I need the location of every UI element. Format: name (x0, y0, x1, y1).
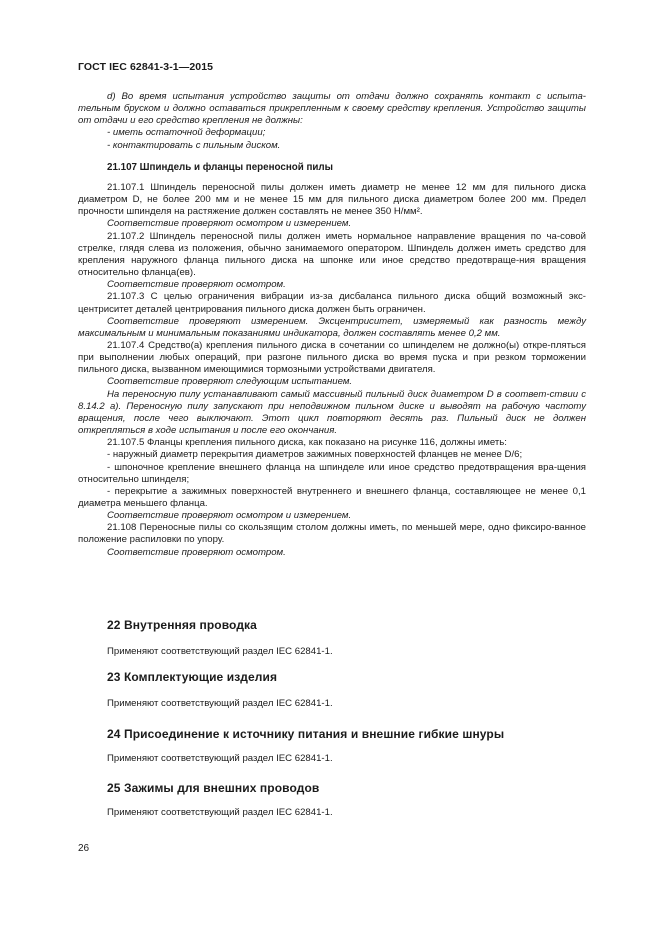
clause-21-107-2: 21.107.2 Шпиндель переносной пилы должен иметь нормальное направление вращения по ча-совой стрелке, глядя слева из положения, обычно занимаемого оператором. Шпиндель должен иметь средство для крепления наружного фланца пильного диска на шпонке или иное средство предотвраще-ния вращения относительно фланца(ев). (78, 230, 586, 279)
clause-d-item-1: - иметь остаточной деформации; (107, 127, 266, 139)
section-24-title: 24 Присоединение к источнику питания и внешние гибкие шнуры (107, 727, 505, 741)
clause-21-107-3: 21.107.3 С целью ограничения вибрации из-за дисбаланса пильного диска общий возможный экс-центриситет деталей центрирования пильного диска должен быть ограничен. (78, 291, 586, 315)
section-22-text: Применяют соответствующий раздел IEC 62841-1. (107, 646, 333, 657)
page-number: 26 (78, 843, 90, 854)
compliance-5: Соответствие проверяют осмотром и измерением. (107, 510, 352, 522)
clause-21-107-5: 21.107.5 Фланцы крепления пильного диска, как показано на рисунке 116, должны иметь: (107, 437, 507, 449)
compliance-3: Соответствие проверяют измерением. Эксцентриситет, измеряемый как разность между максимальным и минимальным показаниями индикатора, должен составлять менее 0,2 мм. (78, 315, 586, 339)
section-25-title: 25 Зажимы для внешних проводов (107, 781, 320, 795)
section-23-title: 23 Комплектующие изделия (107, 670, 278, 684)
flange-requirement-3: - перекрытие a зажимных поверхностей внутреннего и внешнего фланца, составляющее не менее 0,1 диаметра меньшего фланца. (78, 485, 586, 509)
clause-21-107-1: 21.107.1 Шпиндель переносной пилы должен иметь диаметр не менее 12 мм для пильного диска диаметром D, не более 200 мм и не менее 15 мм для пильного диска диаметром более 200 мм. Предел прочности шпинделя на растяжение должен составлять не менее 350 Н/мм². (78, 181, 586, 218)
clause-body (78, 91, 586, 559)
clause-21-108: 21.108 Переносные пилы со скользящим столом должны иметь, по меньшей мере, одно фиксиро-ванное положение распиловки по упору. (78, 522, 586, 546)
compliance-4-test: На переносную пилу устанавливают самый массивный пильный диск диаметром D в соответ-ствии с 8.14.2 а). Переносную пилу запускают при неподвижном пильном диске и выводят на рабочую частоту вращения, после чего выключают. Этот цикл повторяют десять раз. Пильный диск не должен открепляться в ходе испытания и после его окончания. (78, 388, 586, 437)
clause-d-item-2: - контактировать с пильным диском. (107, 139, 281, 151)
section-23-text: Применяют соответствующий раздел IEC 62841-1. (107, 698, 333, 709)
compliance-4: Соответствие проверяют следующим испытанием. (107, 376, 353, 388)
clause-d-paragraph: d) Во время испытания устройство защиты от отдачи должно сохранять контакт с испыта-тельным бруском и должно оставаться прикрепленным к своему средству крепления. Устройство защиты от отдачи и его средство крепления не должны: (78, 91, 586, 127)
section-24-text: Применяют соответствующий раздел IEC 62841-1. (107, 753, 333, 764)
section-25-text: Применяют соответствующий раздел IEC 62841-1. (107, 807, 333, 818)
clause-21-107-4: 21.107.4 Средство(а) крепления пильного диска в сочетании со шпинделем не должно(ы) откре-пляться при выполнении любых операций, при разгоне пильного диска во время пуска и при резком торможении пильного диска, вызванном имеющимися тормозными устройствами двигателя. (78, 339, 586, 376)
flange-requirement-1: - наружный диаметр перекрытия диаметров зажимных поверхностей фланцев не менее D/6; (107, 449, 523, 461)
heading-21-107: 21.107 Шпиндель и фланцы переносной пилы (107, 161, 333, 173)
compliance-1: Соответствие проверяют осмотром и измерением. (107, 218, 352, 230)
compliance-6: Соответствие проверяют осмотром. (107, 546, 286, 558)
flange-requirement-2: - шпоночное крепление внешнего фланца на шпинделе или иное средство предотвращения вра-щения относительно шпинделя; (78, 461, 586, 485)
standard-header: ГОСТ IEC 62841-3-1—2015 (78, 61, 214, 73)
compliance-2: Соответствие проверяют осмотром. (107, 279, 286, 291)
section-22-title: 22 Внутренняя проводка (107, 618, 257, 632)
